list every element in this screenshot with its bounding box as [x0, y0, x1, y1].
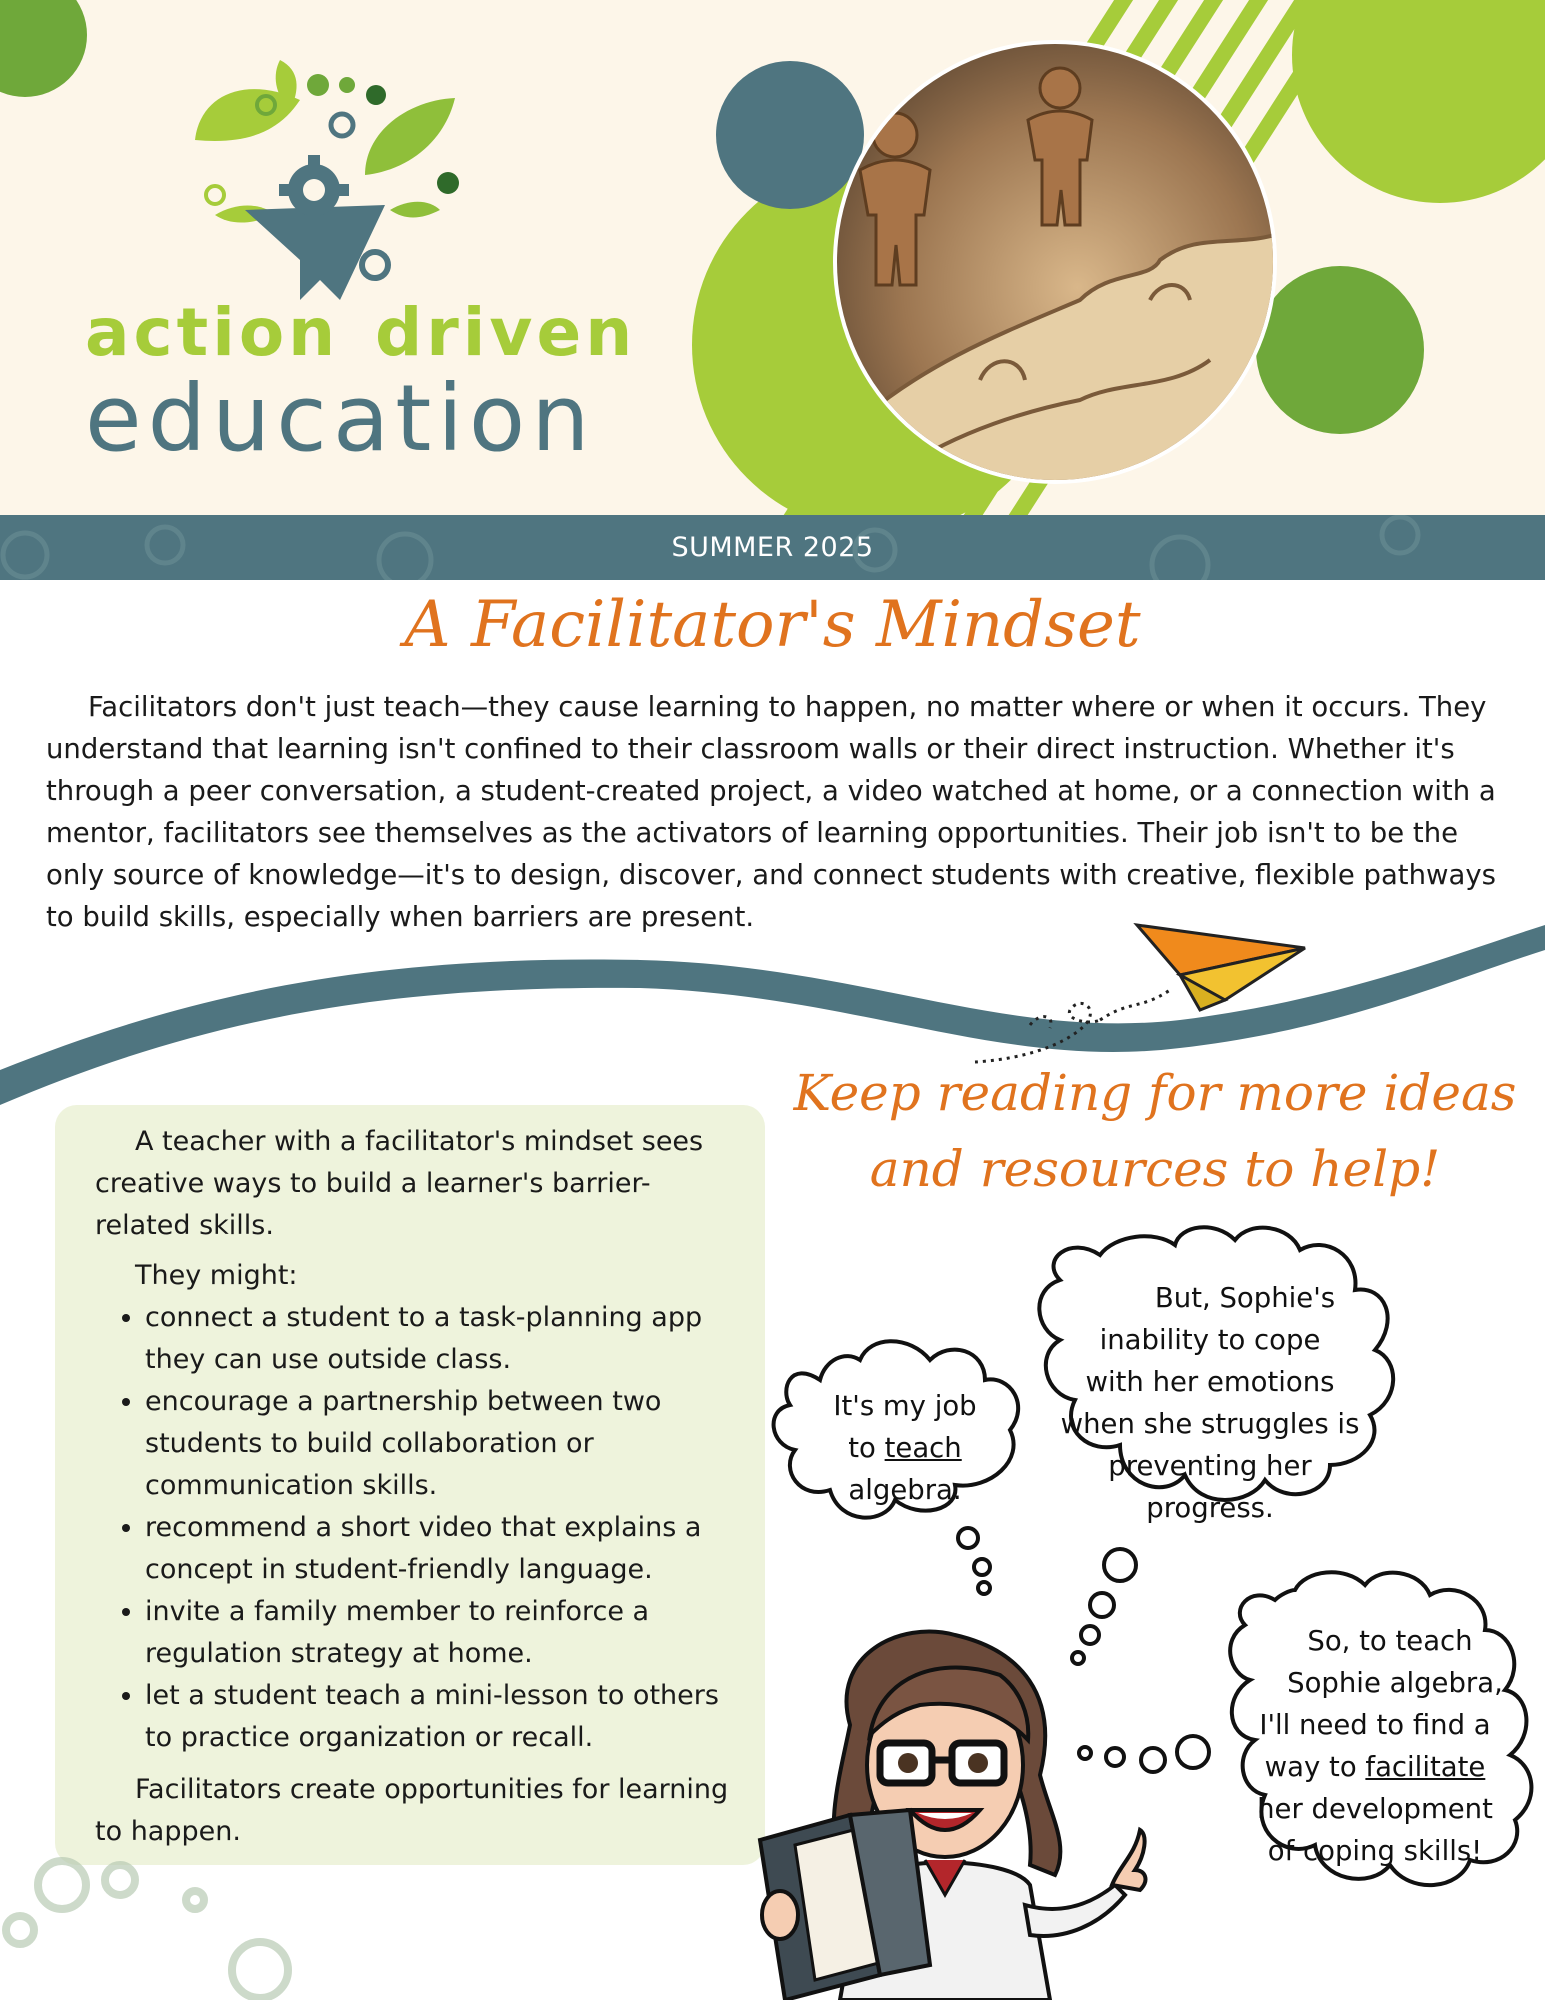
bubble-2-line: inability to cope: [1099, 1324, 1321, 1356]
bubble-1-line: algebra.: [848, 1474, 962, 1506]
sidebar-intro: A teacher with a facilitator's mindset sees creative ways to build a learner's barrier-related skills.: [95, 1126, 704, 1241]
bubble-3-line: of coping skills!: [1267, 1835, 1483, 1867]
bubble-1-text: to: [848, 1432, 885, 1464]
bubble-2-line: But, Sophie's: [1154, 1282, 1336, 1314]
bubble-3-line: [1225, 1746, 1525, 1788]
bubble-3-line: I'll need to find a: [1259, 1709, 1491, 1741]
list-item: • invite a family member to reinforce a regulation strategy at home.: [145, 1591, 735, 1675]
bubble-3-line: Sophie algebra,: [1287, 1667, 1503, 1699]
hand: [762, 1891, 798, 1939]
bubble-3-text: way to: [1264, 1751, 1366, 1783]
list-item: • recommend a short video that explains a concept in student-friendly language.: [145, 1507, 735, 1591]
article-intro: Facilitators don't just teach—they cause learning to happen, no matter where or when it occurs. They understand that learning isn't confined to their classroom walls or their direct instruction. Whether it's through a peer conversation, a student-created project, a video watched at home, or a connection with a mentor, facilitators see themselves as the activators of learning opportunities. Their job isn't to be the only source of knowledge—it's to design, discover, and connect students with creative, flexible pathways to build skills, especially when barriers are present.: [46, 691, 1496, 933]
list-item: • connect a student to a task-planning app they can use outside class.: [145, 1297, 735, 1381]
bubble-3-line: So, to teach: [1307, 1625, 1473, 1657]
list-item: • let a student teach a mini-lesson to others to practice organization or recall.: [145, 1675, 735, 1759]
sidebar-lead: They might:: [135, 1260, 298, 1291]
callout-line-1: Keep reading for more ideas: [793, 1064, 1517, 1122]
bubble-2-line: progress.: [1146, 1492, 1274, 1524]
bubble-3-line: her development: [1257, 1793, 1493, 1825]
pointing-hand: [1112, 1830, 1145, 1890]
thought-bubble-3: [1225, 1620, 1525, 1872]
bubble-2-line: when she struggles is: [1060, 1408, 1360, 1440]
thought-bubble-1: [800, 1385, 1010, 1511]
bubble-2-line: preventing her: [1108, 1450, 1312, 1482]
thought-bubble-2: [1045, 1277, 1375, 1529]
article-title: A Facilitator's Mindset: [404, 588, 1141, 662]
bubble-3-underline: facilitate: [1365, 1751, 1486, 1783]
sidebar-closing: Facilitators create opportunities for learning to happen.: [95, 1774, 729, 1847]
logo-word-education: education: [85, 365, 596, 472]
bubble-2-line: with her emotions: [1085, 1366, 1335, 1398]
bubble-1-underline: teach: [884, 1432, 962, 1464]
list-item: • encourage a partnership between two students to build collaboration or communication skills.: [145, 1381, 735, 1507]
logo-word-action: action: [85, 294, 340, 371]
logo-word-driven: driven: [375, 294, 637, 371]
teacher-illustration: [740, 1615, 1160, 2000]
callout-line-2: and resources to help!: [869, 1140, 1441, 1198]
season-label: SUMMER 2025: [671, 532, 874, 563]
bubble-1-line: It's my job: [833, 1390, 977, 1422]
bubble-1-line: [800, 1427, 1010, 1469]
